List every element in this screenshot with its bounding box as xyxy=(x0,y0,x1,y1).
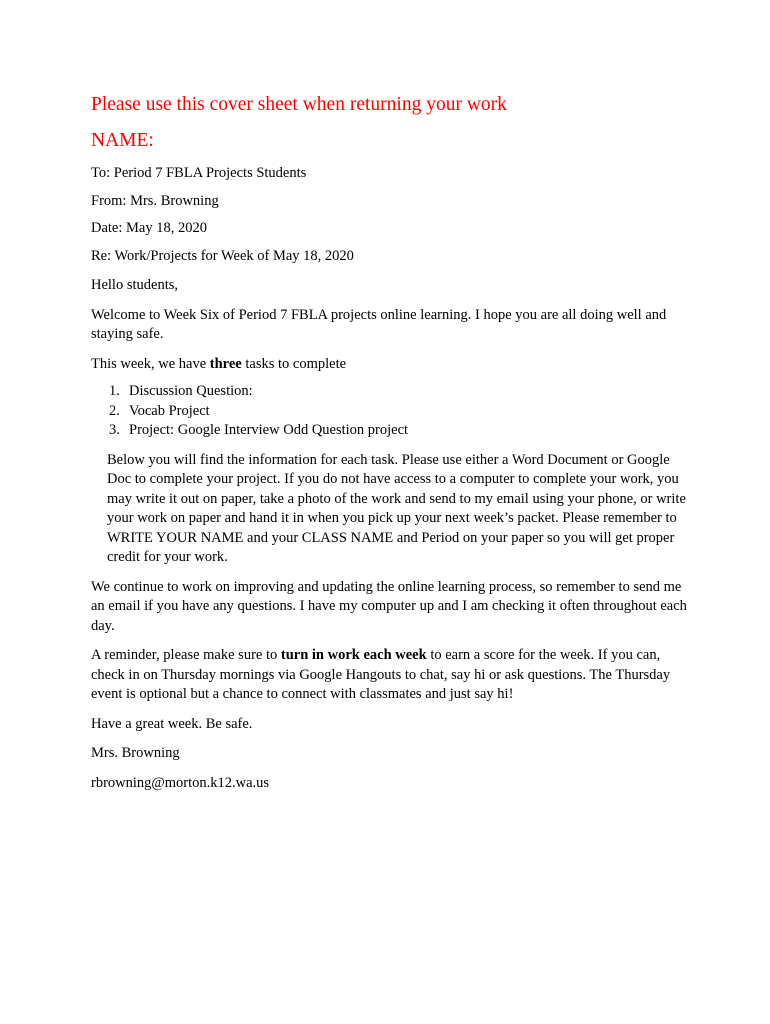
list-item xyxy=(91,421,691,441)
memo-to: To: Period 7 FBLA Projects Students xyxy=(91,165,307,181)
name-label: NAME: xyxy=(91,130,154,151)
task-label: Discussion Question: xyxy=(129,383,253,399)
memo-re: Re: Work/Projects for Week of May 18, 2020 xyxy=(91,247,354,264)
task-label: Project: Google Interview Odd Question project xyxy=(129,422,409,438)
tasks-intro-before: This week, we have xyxy=(91,355,210,372)
email-address: rbrowning@morton.k12.wa.us xyxy=(91,774,270,791)
reminder-after: to earn a score for the week. If you can, check in on Thursday mornings via Google Hangouts to chat, say hi or ask questions. The Thursday event is optional but a chance to connect with classmates and just say hi! xyxy=(91,647,671,702)
continue-paragraph: We continue to work on improving and updating the online learning process, so remember to send me an email if you have any questions. I have my computer up and I am checking it often throughout each day. xyxy=(91,578,687,634)
tasks-intro-after: tasks to complete xyxy=(241,355,347,372)
task-number: 3. xyxy=(109,422,120,438)
closing-line: Have a great week. Be safe. xyxy=(91,715,253,732)
instructions-paragraph: Below you will find the information for each task. Please use either a Word Document or Google Doc to complete your project. If you do not have access to a computer to complete your work, you may write it out on paper, take a photo of the work and send to my email using your phone, or write your work on paper and hand it in when you pick up your next week’s packet. Please remember to WRITE YOUR NAME and your CLASS NAME and Period on your paper so you will get proper credit for your work. xyxy=(107,451,686,565)
reminder-before: A reminder, please make sure to xyxy=(91,647,281,663)
reminder-paragraph xyxy=(91,646,691,705)
task-label: Vocab Project xyxy=(129,402,210,419)
welcome-paragraph: Welcome to Week Six of Period 7 FBLA projects online learning. I hope you are all doing well and staying safe. xyxy=(91,306,667,342)
task-number: 1. xyxy=(109,383,120,399)
reminder-emphasis: turn in work each week xyxy=(280,647,427,663)
list-item xyxy=(91,402,691,422)
tasks-count: three xyxy=(209,355,242,372)
memo-from: From: Mrs. Browning xyxy=(91,192,219,209)
memo-date: Date: May 18, 2020 xyxy=(91,220,207,236)
list-item xyxy=(91,382,691,402)
tasks-intro xyxy=(91,355,691,375)
task-list xyxy=(91,382,691,441)
page-title: Please use this cover sheet when returning your work xyxy=(91,94,507,115)
greeting: Hello students, xyxy=(91,277,178,293)
signature: Mrs. Browning xyxy=(91,745,180,761)
cover-sheet-document xyxy=(91,92,691,793)
task-number: 2. xyxy=(109,402,120,419)
